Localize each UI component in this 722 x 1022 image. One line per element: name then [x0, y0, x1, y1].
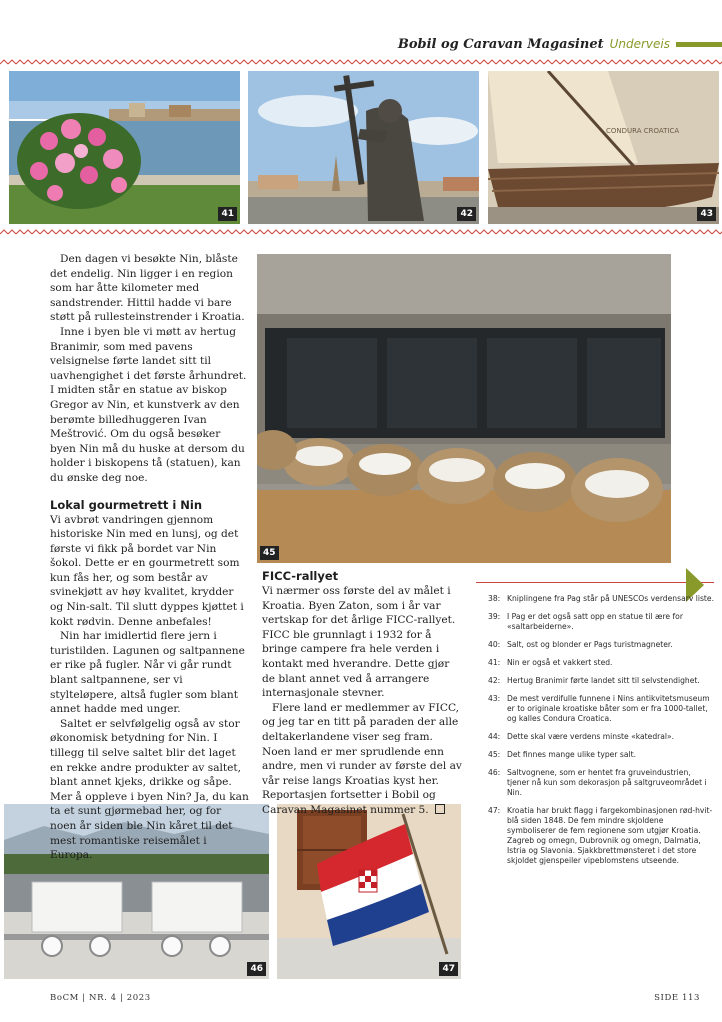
subheading-ficc: FICC-rallyet [262, 569, 339, 583]
section-name: Underveis [609, 37, 670, 51]
caption-text: Kroatia har brukt flagg i fargekombinasjonen rød-hvit-blå siden 1848. De fem mindre skjoldene symboliserer de fem regionene som utgjør Kroatia. Zagreb og omegn, Dubrovnik og omegn, Dalmatia, Istria og Slavonia. Sjakkbrettmønsteret i det store skjoldet gjenspeiler vipeblomstens utseende. [507, 806, 713, 865]
caption-item [488, 750, 714, 760]
article-paragraph: Inne i byen ble vi møtt av hertug Branimir, som med pavens velsignelse førte landet sitt til uavhengighet i det første århundret. I midten står en statue av biskop Gregor av Nin, et kunstverk av den berømte billedhuggeren Ivan Meštrović. Om du også besøker byen Nin må du huske at dersom du holder i biskopens tå (statuen), kan du ønske deg noe. [50, 325, 247, 484]
photo-condura-boat [488, 71, 719, 224]
caption-text: Dette skal være verdens minste «katedral». [507, 732, 675, 741]
photo-number-46: 46 [247, 962, 266, 976]
caption-number: 40: [488, 640, 501, 649]
article-column-left [50, 252, 249, 863]
article-paragraph: Vi nærmer oss første del av målet i Kroatia. Byen Zaton, som i år var vertskap for det årlige FICC-rallyet. FICC ble grunnlagt i 1932 for å bringe campere fra hele verden i kontakt med hverandre. Dette gjør de blant annet ved å arrangere internasjonale stevner. [262, 585, 456, 700]
caption-number: 45: [488, 750, 501, 759]
caption-divider [476, 582, 714, 583]
caption-text: Det finnes mange ulike typer salt. [507, 750, 636, 759]
photo-number-45: 45 [260, 546, 279, 560]
caption-number: 39: [488, 612, 501, 621]
article-paragraph: Den dagen vi besøkte Nin, blåste det endelig. Nin ligger i en region som har åtte kilometer med sandstrender. Hittil hadde vi bare støtt på rullesteinstrender i Kroatia. [50, 253, 245, 324]
branimir-statue-image [248, 71, 479, 224]
article-paragraph: Saltet er selvfølgelig også av stor økonomisk betydning for Nin. I tillegg til selve saltet blir det laget en rekke andre produkter av saltet, blant annet kjeks, drikke og såpe. Mer å oppleve i byen Nin? Ja, du kan ta et sunt gjørmebad her, og for noen år siden ble Nin kåret til det mest romantiske reisemålet i Europa. [50, 717, 249, 862]
caption-item [488, 594, 714, 604]
photo-salt-sacks [257, 254, 671, 563]
caption-item [488, 732, 714, 742]
article-paragraph: Nin har imidlertid flere jern i turistilden. Lagunen og saltpannene er rike på fugler. Når vi går rundt blant saltpannene, ser vi stylteløpere, altså fugler som blant annet hadde med unger. [50, 630, 245, 716]
caption-text: Saltvognene, som er hentet fra gruveindustrien, tjener nå kun som dekorasjon på saltgruveområdet i Nin. [507, 768, 707, 797]
article-column-right [262, 569, 464, 818]
subheading-gourmet: Lokal gourmetrett i Nin [50, 497, 203, 512]
condura-boat-image [488, 71, 719, 224]
header-accent-bar [676, 42, 722, 47]
salt-sacks-image [257, 254, 671, 563]
article-last-paragraph-text: Flere land er medlemmer av FICC, og jeg tar en titt på paraden der alle deltakerlandene viser seg fram. Noen land er mer sprudlende enn andre, men vi runder av første del av vår reise langs Kroatias kyst her. Reportasjen fortsetter i Bobil og Caravan Magasinet nummer 5. [262, 701, 462, 816]
condura-label: CONDURA CROATICA [606, 127, 680, 135]
caption-number: 43: [488, 694, 501, 703]
caption-item [488, 640, 714, 650]
caption-text: I Pag er det også satt opp en statue til ære for «saltarbeiderne». [507, 612, 683, 631]
magazine-name: Bobil og Caravan Magasinet [397, 36, 604, 52]
caption-item [488, 676, 714, 686]
article-paragraph: Vi avbrøt vandringen gjennom historiske Nin med en lunsj, og det første vi fikk på bordet var Nin šokol. Dette er en gourmetrett som kun fås her, og som består av svinekjøtt av høy kvalitet, krydder og Nin-salt. Til slutt dyppes kjøttet i kokt rødvin. Denne anbefales! [50, 513, 244, 628]
photo-number-47: 47 [439, 962, 458, 976]
top-zigzag-divider [0, 58, 722, 66]
bottom-zigzag-divider [0, 228, 722, 236]
photo-croatian-flag [277, 804, 461, 979]
article-paragraph [262, 701, 464, 818]
caption-text: Nin er også et vakkert sted. [507, 658, 613, 667]
photo-branimir-statue [248, 71, 479, 224]
caption-text: Hertug Branimir førte landet sitt til selvstendighet. [507, 676, 700, 685]
photo-number-41: 41 [218, 207, 237, 221]
caption-text: Kniplingene fra Pag står på UNESCOs verdensarv liste. [507, 594, 714, 603]
photo-number-43: 43 [697, 207, 716, 221]
photo-oleander-lagoon [9, 71, 240, 224]
oleander-lagoon-image [9, 71, 240, 224]
caption-number: 42: [488, 676, 501, 685]
caption-number: 44: [488, 732, 501, 741]
caption-number: 41: [488, 658, 501, 667]
caption-item [488, 658, 714, 668]
footer-page-number: SIDE 113 [654, 993, 700, 1003]
caption-number: 46: [488, 768, 501, 777]
footer-issue: BoCM | NR. 4 | 2023 [50, 993, 151, 1003]
caption-number: 47: [488, 806, 501, 815]
page-header [398, 34, 722, 54]
photo-number-42: 42 [457, 207, 476, 221]
caption-item [488, 806, 714, 866]
caption-item [488, 768, 714, 798]
caption-item [488, 612, 714, 632]
caption-item [488, 694, 714, 724]
caption-number: 38: [488, 594, 501, 603]
end-mark-icon [435, 804, 445, 814]
croatian-flag-image [277, 804, 461, 979]
caption-list [488, 594, 714, 874]
caption-text: De mest verdifulle funnene i Nins antikvitetsmuseum er to originale kroatiske båter som er fra 1000-tallet, og kalles Condura Croatica. [507, 694, 710, 723]
caption-text: Salt, ost og blonder er Pags turistmagneter. [507, 640, 673, 649]
